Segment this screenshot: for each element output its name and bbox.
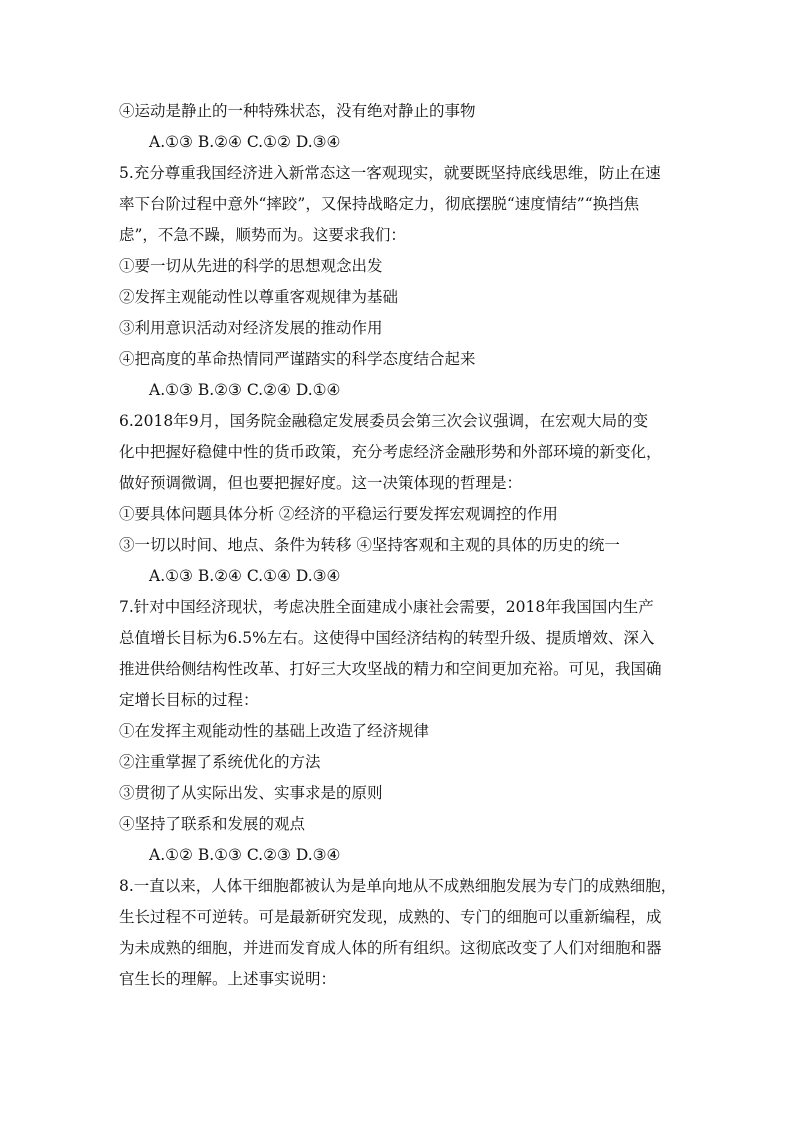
answer-options-line: A.①③ B.②③ C.②④ D.①④ bbox=[149, 381, 341, 399]
text-line: ③利用意识活动对经济发展的推动作用 bbox=[119, 319, 383, 337]
text-line: ②发挥主观能动性以尊重客观规律为基础 bbox=[119, 288, 399, 306]
text-line: 做好预调微调，但也要把握好度。这一决策体现的哲理是： bbox=[119, 474, 523, 492]
text-line: 7.针对中国经济现状，考虑决胜全面建成小康社会需要，2018年我国国内生产 bbox=[119, 598, 654, 616]
answer-options-line: A.①② B.①③ C.②③ D.③④ bbox=[149, 846, 341, 864]
text-line: ①要一切从先进的科学的思想观念出发 bbox=[119, 257, 383, 275]
text-line: 官生长的理解。上述事实说明： bbox=[119, 970, 337, 988]
text-line: ①在发挥主观能动性的基础上改造了经济规律 bbox=[119, 722, 430, 740]
text-line: 化中把握好稳健中性的货币政策，充分考虑经济金融形势和外部环境的新变化， bbox=[119, 443, 662, 461]
text-line: 为未成熟的细胞，并进而发育成人体的所有组织。这彻底改变了人们对细胞和器 bbox=[119, 939, 662, 957]
question-text-block bbox=[119, 96, 679, 995]
text-line: 定增长目标的过程： bbox=[119, 691, 259, 709]
text-line: ④坚持了联系和发展的观点 bbox=[119, 815, 306, 833]
text-line: ①要具体问题具体分析 ②经济的平稳运行要发挥宏观调控的作用 bbox=[119, 505, 558, 523]
text-line: ③贯彻了从实际出发、实事求是的原则 bbox=[119, 784, 383, 802]
text-line: 5.充分尊重我国经济进入新常态这一客观现实，就要既坚持底线思维，防止在速 bbox=[119, 164, 661, 182]
text-line: ②注重掌握了系统优化的方法 bbox=[119, 753, 321, 771]
text-line: 6.2018年9月，国务院金融稳定发展委员会第三次会议强调，在宏观大局的变 bbox=[119, 412, 649, 430]
text-line: 率下台阶过程中意外“摔跤”，又保持战略定力，彻底摆脱“速度情结”“换挡焦 bbox=[119, 195, 640, 213]
answer-options-line: A.①③ B.②④ C.①④ D.③④ bbox=[149, 567, 341, 585]
text-line: 推进供给侧结构性改革、打好三大攻坚战的精力和空间更加充裕。可见，我国确 bbox=[119, 660, 662, 678]
text-line: ③一切以时间、地点、条件为转移 ④坚持客观和主观的具体的历史的统一 bbox=[119, 536, 620, 554]
text-line: 8.一直以来，人体干细胞都被认为是单向地从不成熟细胞发展为专门的成熟细胞， bbox=[119, 877, 677, 895]
text-line: ④把高度的革命热情同严谨踏实的科学态度结合起来 bbox=[119, 350, 476, 368]
answer-options-line: A.①③ B.②④ C.①② D.③④ bbox=[149, 133, 341, 151]
text-line: ④运动是静止的一种特殊状态，没有绝对静止的事物 bbox=[119, 102, 476, 120]
text-line: 虑”，不急不躁，顺势而为。这要求我们： bbox=[119, 226, 406, 244]
text-line: 总值增长目标为6.5%左右。这使得中国经济结构的转型升级、提质增效、深入 bbox=[119, 629, 655, 647]
text-line: 生长过程不可逆转。可是最新研究发现，成熟的、专门的细胞可以重新编程，成 bbox=[119, 908, 662, 926]
